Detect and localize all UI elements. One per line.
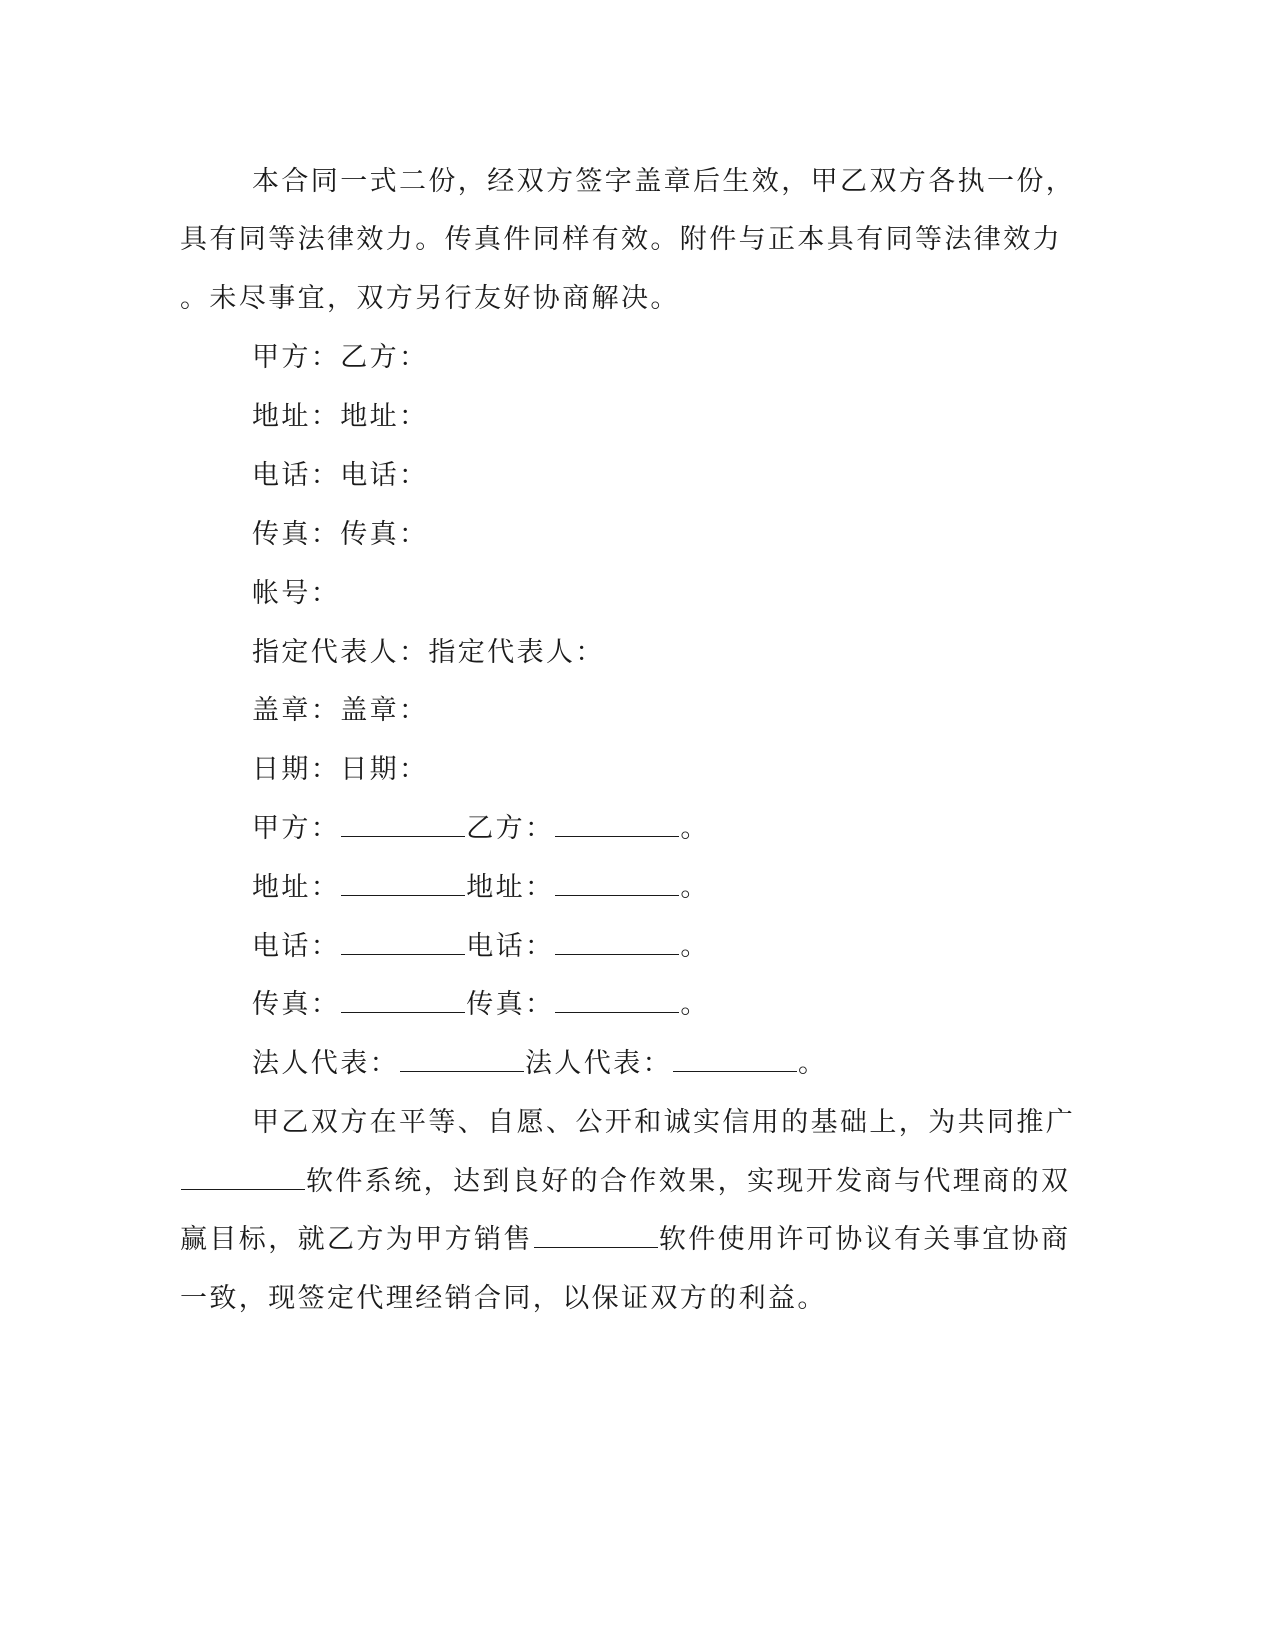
fax-line: 传真：传真：: [252, 519, 429, 550]
phone-fill-line: [252, 927, 1152, 967]
phone-a-blank[interactable]: [341, 928, 465, 955]
intro-line-3-text-a: 赢目标，就乙方为甲方销售: [180, 1224, 533, 1255]
seal-line: 盖章：盖章：: [252, 695, 429, 726]
phone-b-blank[interactable]: [555, 928, 679, 955]
intro-paragraph-line-1: 甲乙双方在平等、自愿、公开和诚实信用的基础上，为共同推广: [252, 1107, 1076, 1138]
account-line: 帐号：: [252, 578, 341, 609]
closing-paragraph-line-3: 。未尽事宜，双方另行友好协商解决。: [180, 283, 680, 314]
party-a-label: 甲方：: [252, 813, 341, 844]
address-b-blank[interactable]: [555, 869, 679, 896]
product-name-blank[interactable]: [181, 1163, 305, 1190]
fax-a-label: 传真：: [252, 989, 341, 1020]
legal-rep-a-blank[interactable]: [400, 1045, 524, 1072]
date-line: 日期：日期：: [252, 754, 429, 785]
end-mark: 。: [798, 1048, 828, 1079]
closing-paragraph-line-1: 本合同一式二份，经双方签字盖章后生效，甲乙双方各执一份，: [252, 166, 1076, 197]
software-name-blank[interactable]: [534, 1221, 658, 1248]
party-b-blank[interactable]: [555, 810, 679, 837]
legal-rep-a-label: 法人代表：: [252, 1048, 399, 1079]
closing-paragraph-line-2: 具有同等法律效力。传真件同样有效。附件与正本具有同等法律效力: [180, 224, 1062, 255]
end-mark: 。: [680, 813, 710, 844]
fax-b-label: 传真：: [466, 989, 555, 1020]
intro-paragraph-line-4: 一致，现签定代理经销合同，以保证双方的利益。: [180, 1283, 827, 1314]
end-mark: 。: [680, 931, 710, 962]
legal-rep-b-label: 法人代表：: [525, 1048, 672, 1079]
party-b-label: 乙方：: [466, 813, 555, 844]
representative-line: 指定代表人：指定代表人：: [252, 637, 605, 668]
intro-line-3-text-b: 软件使用许可协议有关事宜协商: [658, 1224, 1071, 1255]
phone-line: 电话：电话：: [252, 460, 429, 491]
address-a-label: 地址：: [252, 872, 341, 903]
party-a-blank[interactable]: [341, 810, 465, 837]
fax-b-blank[interactable]: [555, 986, 679, 1013]
party-line: 甲方：乙方：: [252, 342, 429, 373]
legal-rep-b-blank[interactable]: [673, 1045, 797, 1072]
address-line: 地址：地址：: [252, 401, 429, 432]
end-mark: 。: [680, 989, 710, 1020]
phone-b-label: 电话：: [466, 931, 555, 962]
fax-fill-line: [252, 985, 1152, 1025]
intro-line-2-text: 软件系统，达到良好的合作效果，实现开发商与代理商的双: [306, 1166, 1071, 1197]
phone-a-label: 电话：: [252, 931, 341, 962]
fax-a-blank[interactable]: [341, 986, 465, 1013]
intro-paragraph-line-3: [180, 1220, 1080, 1260]
address-fill-line: [252, 868, 1152, 908]
intro-paragraph-line-2: [180, 1162, 1080, 1202]
address-a-blank[interactable]: [341, 869, 465, 896]
end-mark: 。: [680, 872, 710, 903]
party-fill-line: [252, 809, 1152, 849]
address-b-label: 地址：: [466, 872, 555, 903]
legal-rep-fill-line: [252, 1044, 1152, 1084]
